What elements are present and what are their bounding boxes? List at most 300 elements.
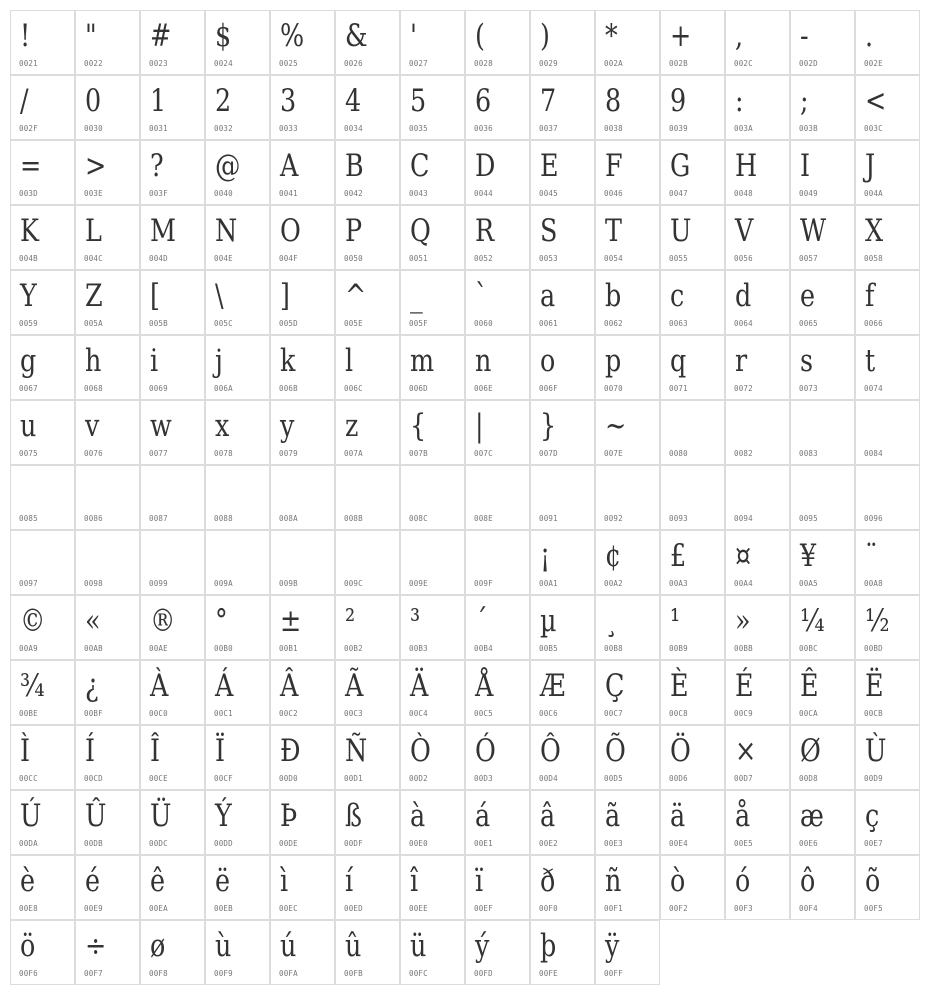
glyph-codepoint: 005C — [214, 319, 233, 328]
glyph-cell — [10, 660, 75, 725]
glyph-codepoint: 00C4 — [409, 709, 428, 718]
glyph-cell — [205, 10, 270, 75]
glyph-cell — [10, 725, 75, 790]
glyph-character: B — [345, 148, 364, 184]
glyph-character: ´ — [475, 603, 488, 639]
glyph-cell — [75, 920, 140, 985]
glyph-character: ¤ — [735, 538, 752, 574]
glyph-cell — [140, 205, 205, 270]
glyph-cell — [400, 790, 465, 855]
glyph-character: ä — [670, 798, 686, 834]
glyph-codepoint: 0041 — [279, 189, 298, 198]
glyph-cell — [660, 660, 725, 725]
glyph-character: 5 — [410, 83, 427, 119]
glyph-codepoint: 004D — [149, 254, 168, 263]
glyph-codepoint: 00D6 — [669, 774, 688, 783]
glyph-cell — [595, 205, 660, 270]
glyph-cell — [595, 465, 660, 530]
glyph-character: x — [215, 408, 230, 444]
glyph-cell — [790, 790, 855, 855]
glyph-cell — [725, 465, 790, 530]
glyph-character: r — [735, 343, 748, 379]
glyph-cell — [270, 10, 335, 75]
glyph-codepoint: 002D — [799, 59, 818, 68]
glyph-character: d — [735, 278, 752, 314]
glyph-character: i — [150, 343, 159, 379]
glyph-character: ò — [670, 863, 686, 899]
glyph-cell — [660, 205, 725, 270]
glyph-codepoint: 0058 — [864, 254, 883, 263]
glyph-cell — [855, 855, 920, 920]
glyph-character: O — [280, 213, 301, 249]
glyph-character: à — [410, 798, 426, 834]
glyph-codepoint: 0072 — [734, 384, 753, 393]
glyph-codepoint: 009B — [279, 579, 298, 588]
glyph-cell — [725, 725, 790, 790]
glyph-cell — [75, 725, 140, 790]
glyph-character: G — [670, 148, 691, 184]
glyph-cell — [205, 530, 270, 595]
glyph-codepoint: 00B0 — [214, 644, 233, 653]
glyph-character: Ý — [215, 798, 232, 834]
glyph-cell — [335, 335, 400, 400]
glyph-codepoint: 006B — [279, 384, 298, 393]
glyph-character: m — [410, 343, 435, 379]
glyph-cell — [335, 10, 400, 75]
glyph-character: J — [865, 148, 876, 184]
glyph-codepoint: 0055 — [669, 254, 688, 263]
glyph-codepoint: 0087 — [149, 514, 168, 523]
glyph-character: S — [540, 213, 558, 249]
glyph-character: F — [605, 148, 623, 184]
glyph-cell — [595, 335, 660, 400]
glyph-codepoint: 00B9 — [669, 644, 688, 653]
glyph-cell — [10, 335, 75, 400]
glyph-codepoint: 0096 — [864, 514, 883, 523]
glyph-cell — [75, 10, 140, 75]
glyph-cell — [270, 595, 335, 660]
glyph-cell — [205, 660, 270, 725]
glyph-codepoint: 005F — [409, 319, 428, 328]
glyph-codepoint: 00D3 — [474, 774, 493, 783]
glyph-character: ï — [475, 863, 484, 899]
glyph-character: ® — [150, 603, 176, 639]
glyph-codepoint: 004F — [279, 254, 298, 263]
glyph-codepoint: 0083 — [799, 449, 818, 458]
glyph-cell — [335, 530, 400, 595]
glyph-codepoint: 0027 — [409, 59, 428, 68]
glyph-cell — [10, 790, 75, 855]
glyph-cell — [725, 205, 790, 270]
glyph-cell — [335, 465, 400, 530]
glyph-cell — [400, 920, 465, 985]
glyph-codepoint: 0092 — [604, 514, 623, 523]
glyph-cell — [530, 920, 595, 985]
glyph-codepoint: 00DA — [19, 839, 38, 848]
glyph-codepoint: 00EE — [409, 904, 428, 913]
glyph-character: k — [280, 343, 296, 379]
glyph-codepoint: 00C5 — [474, 709, 493, 718]
glyph-codepoint: 0046 — [604, 189, 623, 198]
glyph-cell — [465, 270, 530, 335]
glyph-cell — [790, 465, 855, 530]
glyph-codepoint: 00EC — [279, 904, 298, 913]
glyph-cell — [400, 205, 465, 270]
glyph-cell — [400, 725, 465, 790]
glyph-cell — [595, 855, 660, 920]
glyph-cell — [790, 335, 855, 400]
glyph-character: Ò — [410, 733, 431, 769]
glyph-cell — [595, 10, 660, 75]
glyph-character: Ð — [280, 733, 301, 769]
glyph-codepoint: 002A — [604, 59, 623, 68]
glyph-character: ç — [865, 798, 880, 834]
glyph-cell — [400, 335, 465, 400]
glyph-cell — [465, 465, 530, 530]
glyph-cell — [790, 530, 855, 595]
glyph-cell — [465, 725, 530, 790]
glyph-character: ( — [475, 18, 485, 54]
glyph-codepoint: 00A1 — [539, 579, 558, 588]
glyph-character: v — [85, 408, 100, 444]
glyph-codepoint: 003A — [734, 124, 753, 133]
glyph-codepoint: 00DF — [344, 839, 363, 848]
glyph-character: Õ — [605, 733, 626, 769]
glyph-codepoint: 0035 — [409, 124, 428, 133]
glyph-codepoint: 002B — [669, 59, 688, 68]
glyph-codepoint: 0053 — [539, 254, 558, 263]
glyph-cell — [595, 595, 660, 660]
glyph-cell — [205, 205, 270, 270]
glyph-cell — [660, 400, 725, 465]
glyph-codepoint: 00A3 — [669, 579, 688, 588]
glyph-character: » — [735, 603, 751, 639]
glyph-codepoint: 00F2 — [669, 904, 688, 913]
glyph-cell — [205, 855, 270, 920]
glyph-cell — [855, 75, 920, 140]
glyph-cell — [855, 10, 920, 75]
glyph-cell — [75, 530, 140, 595]
glyph-cell — [270, 465, 335, 530]
glyph-character: H — [735, 148, 758, 184]
glyph-codepoint: 00CF — [214, 774, 233, 783]
glyph-character: u — [20, 408, 37, 444]
glyph-cell — [270, 660, 335, 725]
glyph-cell — [335, 270, 400, 335]
glyph-character: ø — [150, 928, 166, 964]
glyph-character: Ê — [800, 668, 819, 704]
glyph-character: ' — [410, 18, 417, 54]
glyph-cell — [270, 205, 335, 270]
glyph-cell — [205, 725, 270, 790]
glyph-codepoint: 007E — [604, 449, 623, 458]
glyph-character: Ü — [150, 798, 172, 834]
glyph-codepoint: 0038 — [604, 124, 623, 133]
glyph-codepoint: 00B3 — [409, 644, 428, 653]
glyph-codepoint: 009F — [474, 579, 493, 588]
glyph-character: £ — [670, 538, 687, 574]
glyph-codepoint: 006E — [474, 384, 493, 393]
glyph-codepoint: 00FB — [344, 969, 363, 978]
glyph-cell — [205, 75, 270, 140]
glyph-character: a — [540, 278, 556, 314]
glyph-character: 9 — [670, 83, 687, 119]
glyph-character: ? — [150, 148, 164, 184]
glyph-codepoint: 00E0 — [409, 839, 428, 848]
glyph-character: 7 — [540, 83, 557, 119]
glyph-codepoint: 00E9 — [84, 904, 103, 913]
glyph-cell — [790, 400, 855, 465]
glyph-codepoint: 0085 — [19, 514, 38, 523]
glyph-character: ñ — [605, 863, 622, 899]
glyph-cell — [10, 530, 75, 595]
glyph-codepoint: 005A — [84, 319, 103, 328]
glyph-codepoint: 004B — [19, 254, 38, 263]
glyph-character: â — [540, 798, 556, 834]
glyph-codepoint: 008A — [279, 514, 298, 523]
glyph-codepoint: 0068 — [84, 384, 103, 393]
glyph-codepoint: 00EF — [474, 904, 493, 913]
glyph-cell — [140, 465, 205, 530]
glyph-codepoint: 003D — [19, 189, 38, 198]
glyph-codepoint: 00C3 — [344, 709, 363, 718]
glyph-cell — [140, 595, 205, 660]
glyph-codepoint: 0022 — [84, 59, 103, 68]
glyph-cell — [530, 595, 595, 660]
glyph-codepoint: 00A9 — [19, 644, 38, 653]
glyph-character: | — [475, 408, 484, 444]
glyph-character: p — [605, 343, 622, 379]
glyph-character: M — [150, 213, 177, 249]
glyph-codepoint: 0029 — [539, 59, 558, 68]
glyph-codepoint: 00D2 — [409, 774, 428, 783]
glyph-character: è — [20, 863, 36, 899]
glyph-codepoint: 00B8 — [604, 644, 623, 653]
glyph-codepoint: 00F5 — [864, 904, 883, 913]
glyph-character: Ñ — [345, 733, 368, 769]
glyph-character: ¹ — [670, 603, 681, 639]
glyph-character: Å — [475, 668, 494, 704]
glyph-cell — [10, 75, 75, 140]
glyph-character: z — [345, 408, 359, 444]
glyph-character: > — [85, 148, 107, 184]
glyph-character: @ — [215, 148, 241, 184]
glyph-cell — [270, 140, 335, 205]
glyph-character: R — [475, 213, 495, 249]
glyph-cell — [790, 725, 855, 790]
glyph-character: ù — [215, 928, 232, 964]
glyph-character: I — [800, 148, 811, 184]
glyph-cell — [660, 855, 725, 920]
glyph-character: $ — [215, 18, 232, 54]
glyph-cell — [465, 855, 530, 920]
glyph-codepoint: 00E7 — [864, 839, 883, 848]
glyph-codepoint: 00A8 — [864, 579, 883, 588]
glyph-cell — [75, 660, 140, 725]
glyph-character: q — [670, 343, 687, 379]
glyph-cell — [530, 205, 595, 270]
glyph-character: ý — [475, 928, 490, 964]
glyph-character: ` — [475, 278, 488, 314]
glyph-codepoint: 002C — [734, 59, 753, 68]
glyph-cell — [465, 530, 530, 595]
glyph-cell — [530, 335, 595, 400]
glyph-character: } — [540, 408, 557, 444]
glyph-cell — [725, 270, 790, 335]
glyph-codepoint: 0056 — [734, 254, 753, 263]
glyph-character: í — [345, 863, 354, 899]
glyph-codepoint: 00E2 — [539, 839, 558, 848]
glyph-codepoint: 00D9 — [864, 774, 883, 783]
glyph-character: ¸ — [605, 603, 618, 639]
glyph-cell — [10, 465, 75, 530]
glyph-character: Y — [20, 278, 37, 314]
glyph-character: D — [475, 148, 496, 184]
glyph-codepoint: 009A — [214, 579, 233, 588]
glyph-cell — [335, 595, 400, 660]
glyph-cell — [855, 660, 920, 725]
glyph-codepoint: 00A4 — [734, 579, 753, 588]
glyph-cell — [855, 335, 920, 400]
glyph-cell — [530, 400, 595, 465]
glyph-cell — [530, 270, 595, 335]
glyph-codepoint: 0073 — [799, 384, 818, 393]
glyph-cell — [855, 595, 920, 660]
glyph-codepoint: 00F6 — [19, 969, 38, 978]
glyph-codepoint: 00D0 — [279, 774, 298, 783]
glyph-cell — [140, 140, 205, 205]
glyph-codepoint: 00E1 — [474, 839, 493, 848]
glyph-cell — [270, 335, 335, 400]
glyph-cell — [595, 920, 660, 985]
glyph-codepoint: 00AB — [84, 644, 103, 653]
glyph-character: Í — [85, 733, 96, 769]
glyph-cell — [465, 75, 530, 140]
glyph-character: ¨ — [865, 538, 878, 574]
glyph-codepoint: 00BD — [864, 644, 883, 653]
glyph-cell — [465, 790, 530, 855]
glyph-character: Ì — [20, 733, 31, 769]
glyph-character: À — [150, 668, 169, 704]
glyph-cell — [335, 140, 400, 205]
glyph-character: : — [735, 83, 744, 119]
glyph-cell — [140, 400, 205, 465]
glyph-cell — [335, 660, 400, 725]
glyph-codepoint: 0044 — [474, 189, 493, 198]
glyph-codepoint: 0098 — [84, 579, 103, 588]
glyph-codepoint: 0066 — [864, 319, 883, 328]
glyph-character: Ù — [865, 733, 887, 769]
glyph-cell — [725, 75, 790, 140]
glyph-codepoint: 0097 — [19, 579, 38, 588]
glyph-codepoint: 008B — [344, 514, 363, 523]
glyph-codepoint: 0034 — [344, 124, 363, 133]
glyph-codepoint: 0088 — [214, 514, 233, 523]
glyph-codepoint: 0037 — [539, 124, 558, 133]
glyph-cell — [660, 270, 725, 335]
glyph-character: ] — [280, 278, 290, 314]
glyph-cell — [75, 205, 140, 270]
glyph-cell — [335, 920, 400, 985]
glyph-codepoint: 0051 — [409, 254, 428, 263]
glyph-cell — [595, 660, 660, 725]
glyph-codepoint: 0045 — [539, 189, 558, 198]
glyph-codepoint: 002E — [864, 59, 883, 68]
glyph-codepoint: 00FA — [279, 969, 298, 978]
glyph-cell — [855, 400, 920, 465]
glyph-codepoint: 00F7 — [84, 969, 103, 978]
glyph-cell — [855, 140, 920, 205]
glyph-cell — [75, 270, 140, 335]
glyph-character: b — [605, 278, 622, 314]
glyph-codepoint: 00C2 — [279, 709, 298, 718]
glyph-character: Û — [85, 798, 107, 834]
glyph-character: û — [345, 928, 362, 964]
glyph-character: å — [735, 798, 751, 834]
glyph-character: Þ — [280, 798, 298, 834]
glyph-cell — [530, 725, 595, 790]
glyph-cell — [75, 790, 140, 855]
glyph-character: µ — [540, 603, 557, 639]
glyph-codepoint: 003E — [84, 189, 103, 198]
glyph-cell — [530, 140, 595, 205]
glyph-codepoint: 00CC — [19, 774, 38, 783]
glyph-cell — [465, 595, 530, 660]
glyph-character: [ — [150, 278, 160, 314]
glyph-character: h — [85, 343, 102, 379]
glyph-character: + — [670, 18, 692, 54]
glyph-codepoint: 009E — [409, 579, 428, 588]
glyph-character: ã — [605, 798, 621, 834]
glyph-cell — [270, 920, 335, 985]
glyph-cell — [10, 400, 75, 465]
glyph-character: % — [280, 18, 305, 54]
glyph-codepoint: 002F — [19, 124, 38, 133]
glyph-character: f — [865, 278, 875, 314]
glyph-codepoint: 004E — [214, 254, 233, 263]
glyph-cell — [530, 75, 595, 140]
glyph-cell — [205, 790, 270, 855]
glyph-codepoint: 00B1 — [279, 644, 298, 653]
glyph-codepoint: 0080 — [669, 449, 688, 458]
glyph-character: þ — [540, 928, 557, 964]
glyph-codepoint: 00D7 — [734, 774, 753, 783]
glyph-codepoint: 0063 — [669, 319, 688, 328]
glyph-codepoint: 0093 — [669, 514, 688, 523]
glyph-cell — [465, 10, 530, 75]
glyph-character: Â — [280, 668, 299, 704]
glyph-codepoint: 0084 — [864, 449, 883, 458]
glyph-character: ú — [280, 928, 297, 964]
glyph-cell — [530, 530, 595, 595]
glyph-character: ß — [345, 798, 362, 834]
glyph-character: Ë — [865, 668, 884, 704]
glyph-cell — [335, 400, 400, 465]
glyph-codepoint: 0075 — [19, 449, 38, 458]
glyph-codepoint: 007B — [409, 449, 428, 458]
glyph-character: ± — [280, 603, 302, 639]
glyph-cell — [270, 270, 335, 335]
glyph-codepoint: 00FE — [539, 969, 558, 978]
glyph-codepoint: 0094 — [734, 514, 753, 523]
glyph-cell — [725, 530, 790, 595]
glyph-character: K — [20, 213, 40, 249]
glyph-codepoint: 00C1 — [214, 709, 233, 718]
glyph-cell — [595, 270, 660, 335]
glyph-codepoint: 0057 — [799, 254, 818, 263]
glyph-cell — [270, 75, 335, 140]
glyph-cell — [75, 595, 140, 660]
